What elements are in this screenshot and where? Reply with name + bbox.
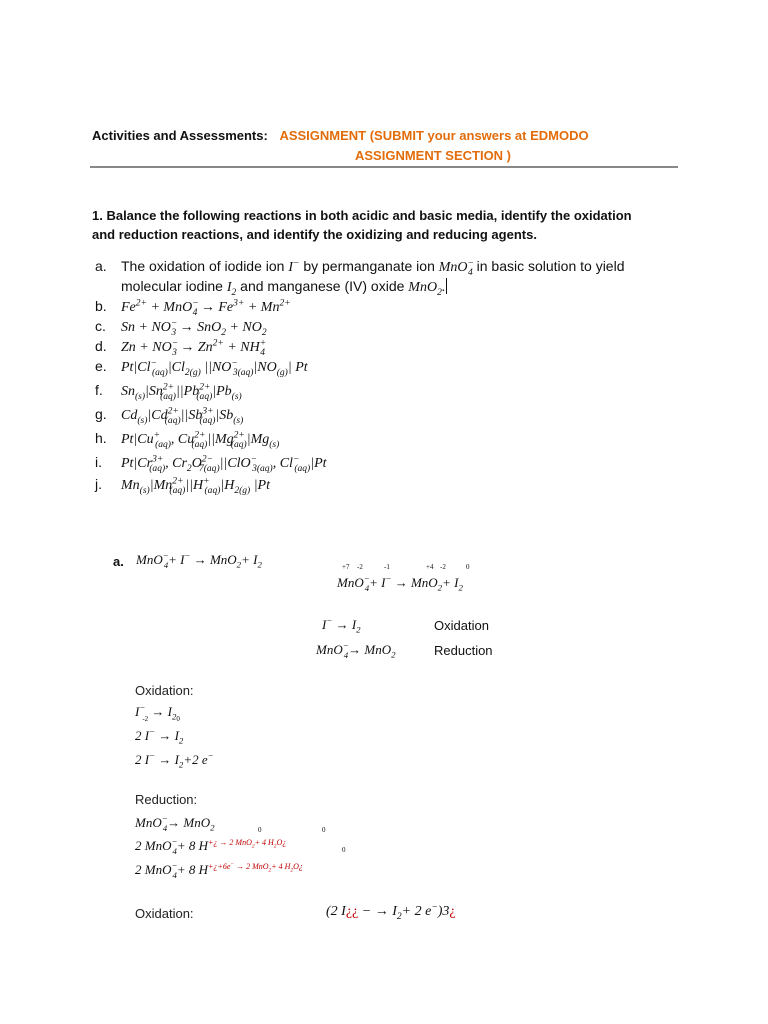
assignment-line-2: ASSIGNMENT SECTION ) bbox=[355, 148, 512, 163]
solution-label: a. bbox=[113, 554, 124, 569]
reduction-step-3: 2 MnO−$_4$+ 8 $H^{+¿+6e^- \to 2 MnO_2+ 4 H_2O¿}$ bbox=[135, 860, 303, 880]
reduction-step-2: 2 MnO−$_4$+ 8 $H^{+¿ \to 2 MnO_2+ 4 H_2O¿}$ bbox=[135, 836, 287, 856]
oxidation-step-2: 2 $I^- \to I_2$ bbox=[135, 726, 184, 746]
reduction-heading: Reduction: bbox=[135, 792, 198, 807]
ox-number-mn-product: +4 bbox=[426, 563, 434, 571]
item-f: f. $Sn_{(s)}|Sn^{2+}_{(aq)}||Pb^{2+}_{(aq)}|Pb_{(s)}$ bbox=[95, 382, 242, 402]
solution-main-equation: $MnO^-_4+ I^- \to MnO_2+ I_2$ bbox=[136, 550, 262, 570]
oxidation-label: Oxidation bbox=[434, 618, 489, 633]
activities-label: Activities and Assessments: bbox=[92, 128, 268, 143]
ox-number-i: -1 bbox=[384, 563, 390, 571]
permanganate-formula: MnO−$_4$ bbox=[438, 258, 474, 278]
ox-number-o: -2 bbox=[357, 563, 363, 571]
item-e: e. $Pt|Cl^-_{(aq)}|Cl_{2(g)}$ $||NO^-_{3(aq)}|NO_{(g)}|$ Pt bbox=[95, 358, 308, 378]
item-i: i. $Pt|Cr^{3+}_{(aq)}$, $Cr_2O^{2-}_{7(aq)}||ClO^-_{3(aq)}$, $Cl^-_{(aq)}|Pt$ bbox=[95, 454, 327, 474]
assignment-line-1: ASSIGNMENT (SUBMIT your answers at EDMODO bbox=[279, 128, 589, 143]
item-h: h. $Pt|Cu^+_{(aq)}$, $Cu^{2+}_{(aq)}||Mg^{2+}_{(aq)}|Mg_{(s)}$ bbox=[95, 430, 280, 450]
activities-heading bbox=[92, 128, 589, 143]
ox-number-mn: +7 bbox=[342, 563, 350, 571]
item-a-label: a. bbox=[95, 258, 107, 274]
ox-number-o-product: -2 bbox=[440, 563, 446, 571]
stray-mark-1: 0 bbox=[258, 826, 262, 834]
item-b: b. $Fe^{2+} + MnO^-_4 \to Fe^{3+} + Mn^{2+}$ bbox=[95, 298, 291, 318]
reduction-label: Reduction bbox=[434, 643, 493, 658]
oxidation-step-1: $I^-_{-2} \to I_{20}$ bbox=[135, 702, 180, 723]
iodide-formula: I− bbox=[288, 258, 300, 275]
question-1-line-2: and reduction reactions, and identify the oxidizing and reducing agents. bbox=[92, 227, 537, 242]
item-g: g. $Cd_{(s)}|Cd^{2+}_{(aq)}||Sb^{3+}_{(aq)}|Sb_{(s)}$ bbox=[95, 406, 244, 426]
oxidation-final-label: Oxidation: bbox=[135, 906, 194, 921]
half-reaction-oxidation: $I^- \to I_2$ bbox=[322, 615, 361, 635]
annotated-equation: $MnO^-_4+ I^- \to MnO_2+ I_2$ bbox=[337, 573, 463, 593]
stray-mark-2: 0 bbox=[322, 826, 326, 834]
item-j: j. $Mn_{(s)}|Mn^{2+}_{(aq)}||H^+_{(aq)}|H_{2(g)}$ |Pt bbox=[95, 476, 270, 496]
iodine-formula: $I_2$ bbox=[226, 280, 237, 298]
item-a-line-1: a. The oxidation of iodide ion I− by permanganate ion MnO−$_4$ in basic solution to yield bbox=[95, 258, 625, 278]
item-c: c. $Sn + NO^-_3 \to SnO_2 + NO_2$ bbox=[95, 318, 267, 338]
ox-number-i2: 0 bbox=[466, 563, 470, 571]
oxidation-heading: Oxidation: bbox=[135, 683, 194, 698]
oxidation-final-equation: (2 I¿¿ − → $I_2+ 2$ e−)3¿ bbox=[326, 902, 456, 922]
question-1-line-1: 1. Balance the following reactions in both acidic and basic media, identify the oxidation bbox=[92, 208, 632, 223]
item-a-line-2: molecular iodine $I_2$ and manganese (IV) oxide MnO$_2$. bbox=[121, 278, 446, 298]
oxidation-step-3: 2 $I^- \to I_2+2$ e− bbox=[135, 750, 214, 770]
half-reaction-reduction: MnO−$_4$→ MnO$_2$ bbox=[316, 640, 396, 660]
stray-mark-3: 0 bbox=[342, 846, 346, 854]
reduction-step-1: MnO−$_4$→ MnO$_2$ bbox=[135, 813, 215, 833]
item-d: d. $Zn + NO^-_3 \to Zn^{2+} + NH^+_4$ bbox=[95, 338, 267, 358]
header-divider bbox=[90, 166, 678, 168]
mno2-formula: MnO$_2$. bbox=[408, 280, 446, 298]
